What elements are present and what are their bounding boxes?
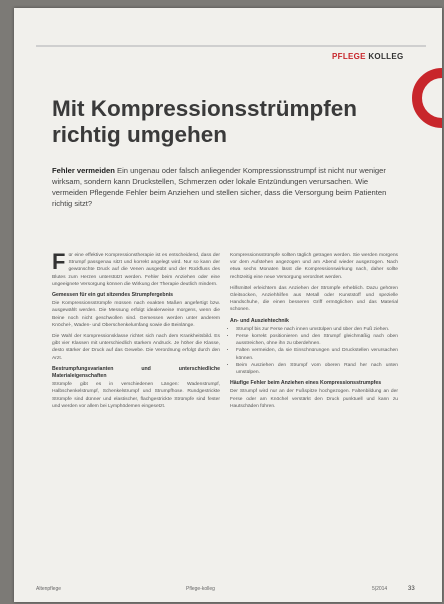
left-paragraph-3: Die Wahl der Kompressionsklasse richtet sich nach dem Krankheitsbild. Es gibt vier Klassen mit unterschiedlich starkem Andruck. Je höher die Klasse, desto stärker der Druck auf das Gewebe. Die Verordnung erfolgt durch den Arzt. [52,334,220,361]
list-item: • Beim Ausziehen den Strumpf vom oberen Rand her nach unten umstülpen. [236,362,398,376]
right-paragraph-3: Der Strumpf wird nur an der Fußspitze hochgezogen. Faltenbildung an der Ferse oder am Knöchel verstärkt den Druck punktuell und kann zu Hautschäden führen. [230,389,398,409]
footer-issue: 5|2014 [372,586,388,592]
right-paragraph-2: Hilfsmittel erleichtern das Anziehen der Strümpfe erheblich. Dazu gehören Gleitsocken, Anziehhilfen aus Metall oder Kunststoff und spezielle Handschuhe, die einen besseren Griff ermöglichen und das Material schonen. [230,285,398,313]
left-subheading-1: Gemessen für ein gut sitzendes Strumpfergebnis [52,292,174,299]
list-item: • Falten vermeiden, da sie Einschnürungen und Druckstellen verursachen können. [236,347,398,361]
intro-lead: Fehler vermeiden [52,166,115,175]
right-column [230,252,398,414]
article-title: Mit Kompressionsstrümpfen richtig umgehen [52,96,358,147]
right-subheading-2: Häufige Fehler beim Anziehen eines Kompressionsstrumpfes [230,380,382,387]
right-paragraph-1: Kompressionsstrümpfe sollten täglich getragen werden. Sie werden morgens vor dem Aufstehen angezogen und am Abend wieder ausgezogen. Nach etwa sechs Monaten lässt die Kompressionswirkung nach, daher sollte rechtzeitig eine neue Versorgung verordnet werden. [230,253,398,280]
list-item: • Strumpf bis zur Ferse nach innen umstülpen und über den Fuß ziehen. [236,326,398,333]
article-intro [52,165,400,209]
intro-text: Ein ungenau oder falsch anliegender Kompressionsstrumpf ist nicht nur weniger wirksam, sondern kann Druckstellen, Schmerzen oder lokale Entzündungen verursachen. Wie vermeiden Pflegende Fehler beim Anziehen und stellen sicher, dass die Versorgung beim Patienten richtig sitzt? [52,166,387,208]
left-paragraph-2: Die Kompressionsstrümpfe müssen nach exakten Maßen angefertigt bzw. ausgewählt werden. Die Messung erfolgt idealerweise morgens, wenn die Beine noch nicht geschwollen sind. Gemessen werden unter anderem Knöchel-, Waden- und Oberschenkelumfang sowie die Beinlänge. [52,301,220,328]
left-paragraph-4: Strümpfe gibt es in verschiedenen Längen: Wadenstrumpf, Halbschenkelstrumpf, Schenkelstrumpf und Strumpfhose. Rundgestrickte Strümpfe sind dünner und elastischer, flachgestrickte Strümpfe sind fester und werden vor allem bei Lymphödemen eingesetzt. [52,382,220,409]
technique-list [230,326,398,376]
left-column [52,249,220,414]
section-prefix: PFLEGE [332,52,366,61]
header-rule [36,45,426,47]
footer-publication: Altenpflege [36,586,62,592]
footer-section: Pflege-kolleg [186,586,215,592]
page-number: 33 [408,586,415,592]
list-item: • Ferse korrekt positionieren und den Strumpf gleichmäßig nach oben ausstreichen, ohne ihn zu überdehnen. [236,333,398,347]
left-paragraph-1: Für eine effektive Kompressionstherapie ist es entscheidend, dass der Strumpf passgenau sitzt und korrekt angelegt wird. Nur so kann der gewünschte Druck auf die Venen ausgeübt und der Rückfluss des Blutes zum Herzen unterstützt werden. Fehler beim Anziehen oder eine ungeeignete Versorgung können die Wirkung der Therapie deutlich mindern. [52,249,220,287]
section-label [332,52,403,61]
edge-tab-marker [412,68,442,128]
dropcap: F [52,249,66,274]
left-subheading-2: Bestrumpfungsvarianten und unterschiedliche Materialeigenschaften [52,365,220,380]
right-subheading-1: An- und Ausziehtechnik [230,317,289,324]
magazine-page [14,8,442,602]
section-name: KOLLEG [368,52,404,61]
